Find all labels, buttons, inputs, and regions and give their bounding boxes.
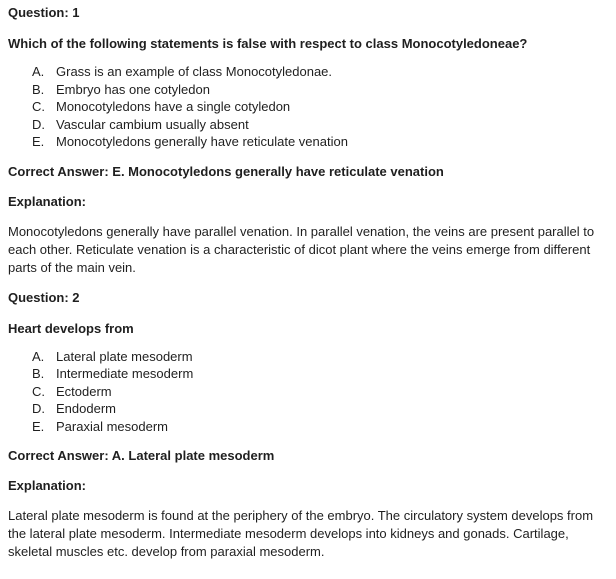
option-letter: E. (32, 134, 45, 149)
explanation-heading: Explanation: (8, 193, 87, 209)
options-list (8, 63, 608, 151)
option-text: Intermediate mesoderm (56, 366, 194, 381)
option-item (32, 133, 608, 151)
option-item (32, 98, 608, 116)
option-text: Paraxial mesoderm (56, 418, 168, 434)
options-list (8, 348, 608, 436)
option-letter: C. (32, 383, 45, 399)
explanation-text: Lateral plate mesoderm is found at the periphery of the embryo. The circulatory system develops from the lateral plate mesoderm. Intermediate mesoderm develops into kidneys and gonads. Cartilage, skeletal muscles etc. develop from paraxial mesoderm. (8, 508, 594, 559)
option-text: Embryo has one cotyledon (56, 81, 210, 97)
correct-answer: Correct Answer: A. Lateral plate mesoderm (8, 448, 275, 463)
question-block-1 (8, 0, 608, 277)
option-item (32, 365, 608, 383)
option-text: Vascular cambium usually absent (56, 116, 249, 132)
option-letter: A. (32, 64, 45, 79)
option-letter: E. (32, 418, 45, 434)
option-text: Grass is an example of class Monocotyledonae. (56, 64, 333, 79)
option-letter: D. (32, 116, 45, 132)
option-text: Ectoderm (56, 383, 112, 399)
question-text: Heart develops from (8, 320, 134, 336)
option-item (32, 116, 608, 134)
option-letter: B. (32, 366, 45, 381)
option-item (32, 383, 608, 401)
option-letter: D. (32, 401, 45, 416)
question-heading: Question: 2 (8, 289, 80, 305)
option-item (32, 418, 608, 436)
option-item (32, 81, 608, 99)
option-letter: C. (32, 99, 45, 114)
explanation-heading: Explanation: (8, 478, 87, 493)
option-text: Monocotyledons generally have reticulate venation (56, 134, 348, 149)
option-letter: B. (32, 81, 45, 97)
explanation-text: Monocotyledons generally have parallel venation. In parallel venation, the veins are present parallel to each other. Reticulate venation is a characteristic of dicot plant where the veins emerge from different parts of the main vein. (8, 223, 595, 275)
question-heading: Question: 1 (8, 5, 80, 20)
question-text: Which of the following statements is false with respect to class Monocotyledoneae? (8, 36, 528, 51)
option-item (32, 63, 608, 81)
option-text: Endoderm (56, 401, 116, 416)
question-block-2 (8, 289, 608, 562)
correct-answer: Correct Answer: E. Monocotyledons generally have reticulate venation (8, 163, 444, 179)
option-text: Lateral plate mesoderm (56, 348, 193, 364)
option-text: Monocotyledons have a single cotyledon (56, 99, 291, 114)
option-letter: A. (32, 348, 45, 364)
option-item (32, 348, 608, 366)
option-item (32, 400, 608, 418)
